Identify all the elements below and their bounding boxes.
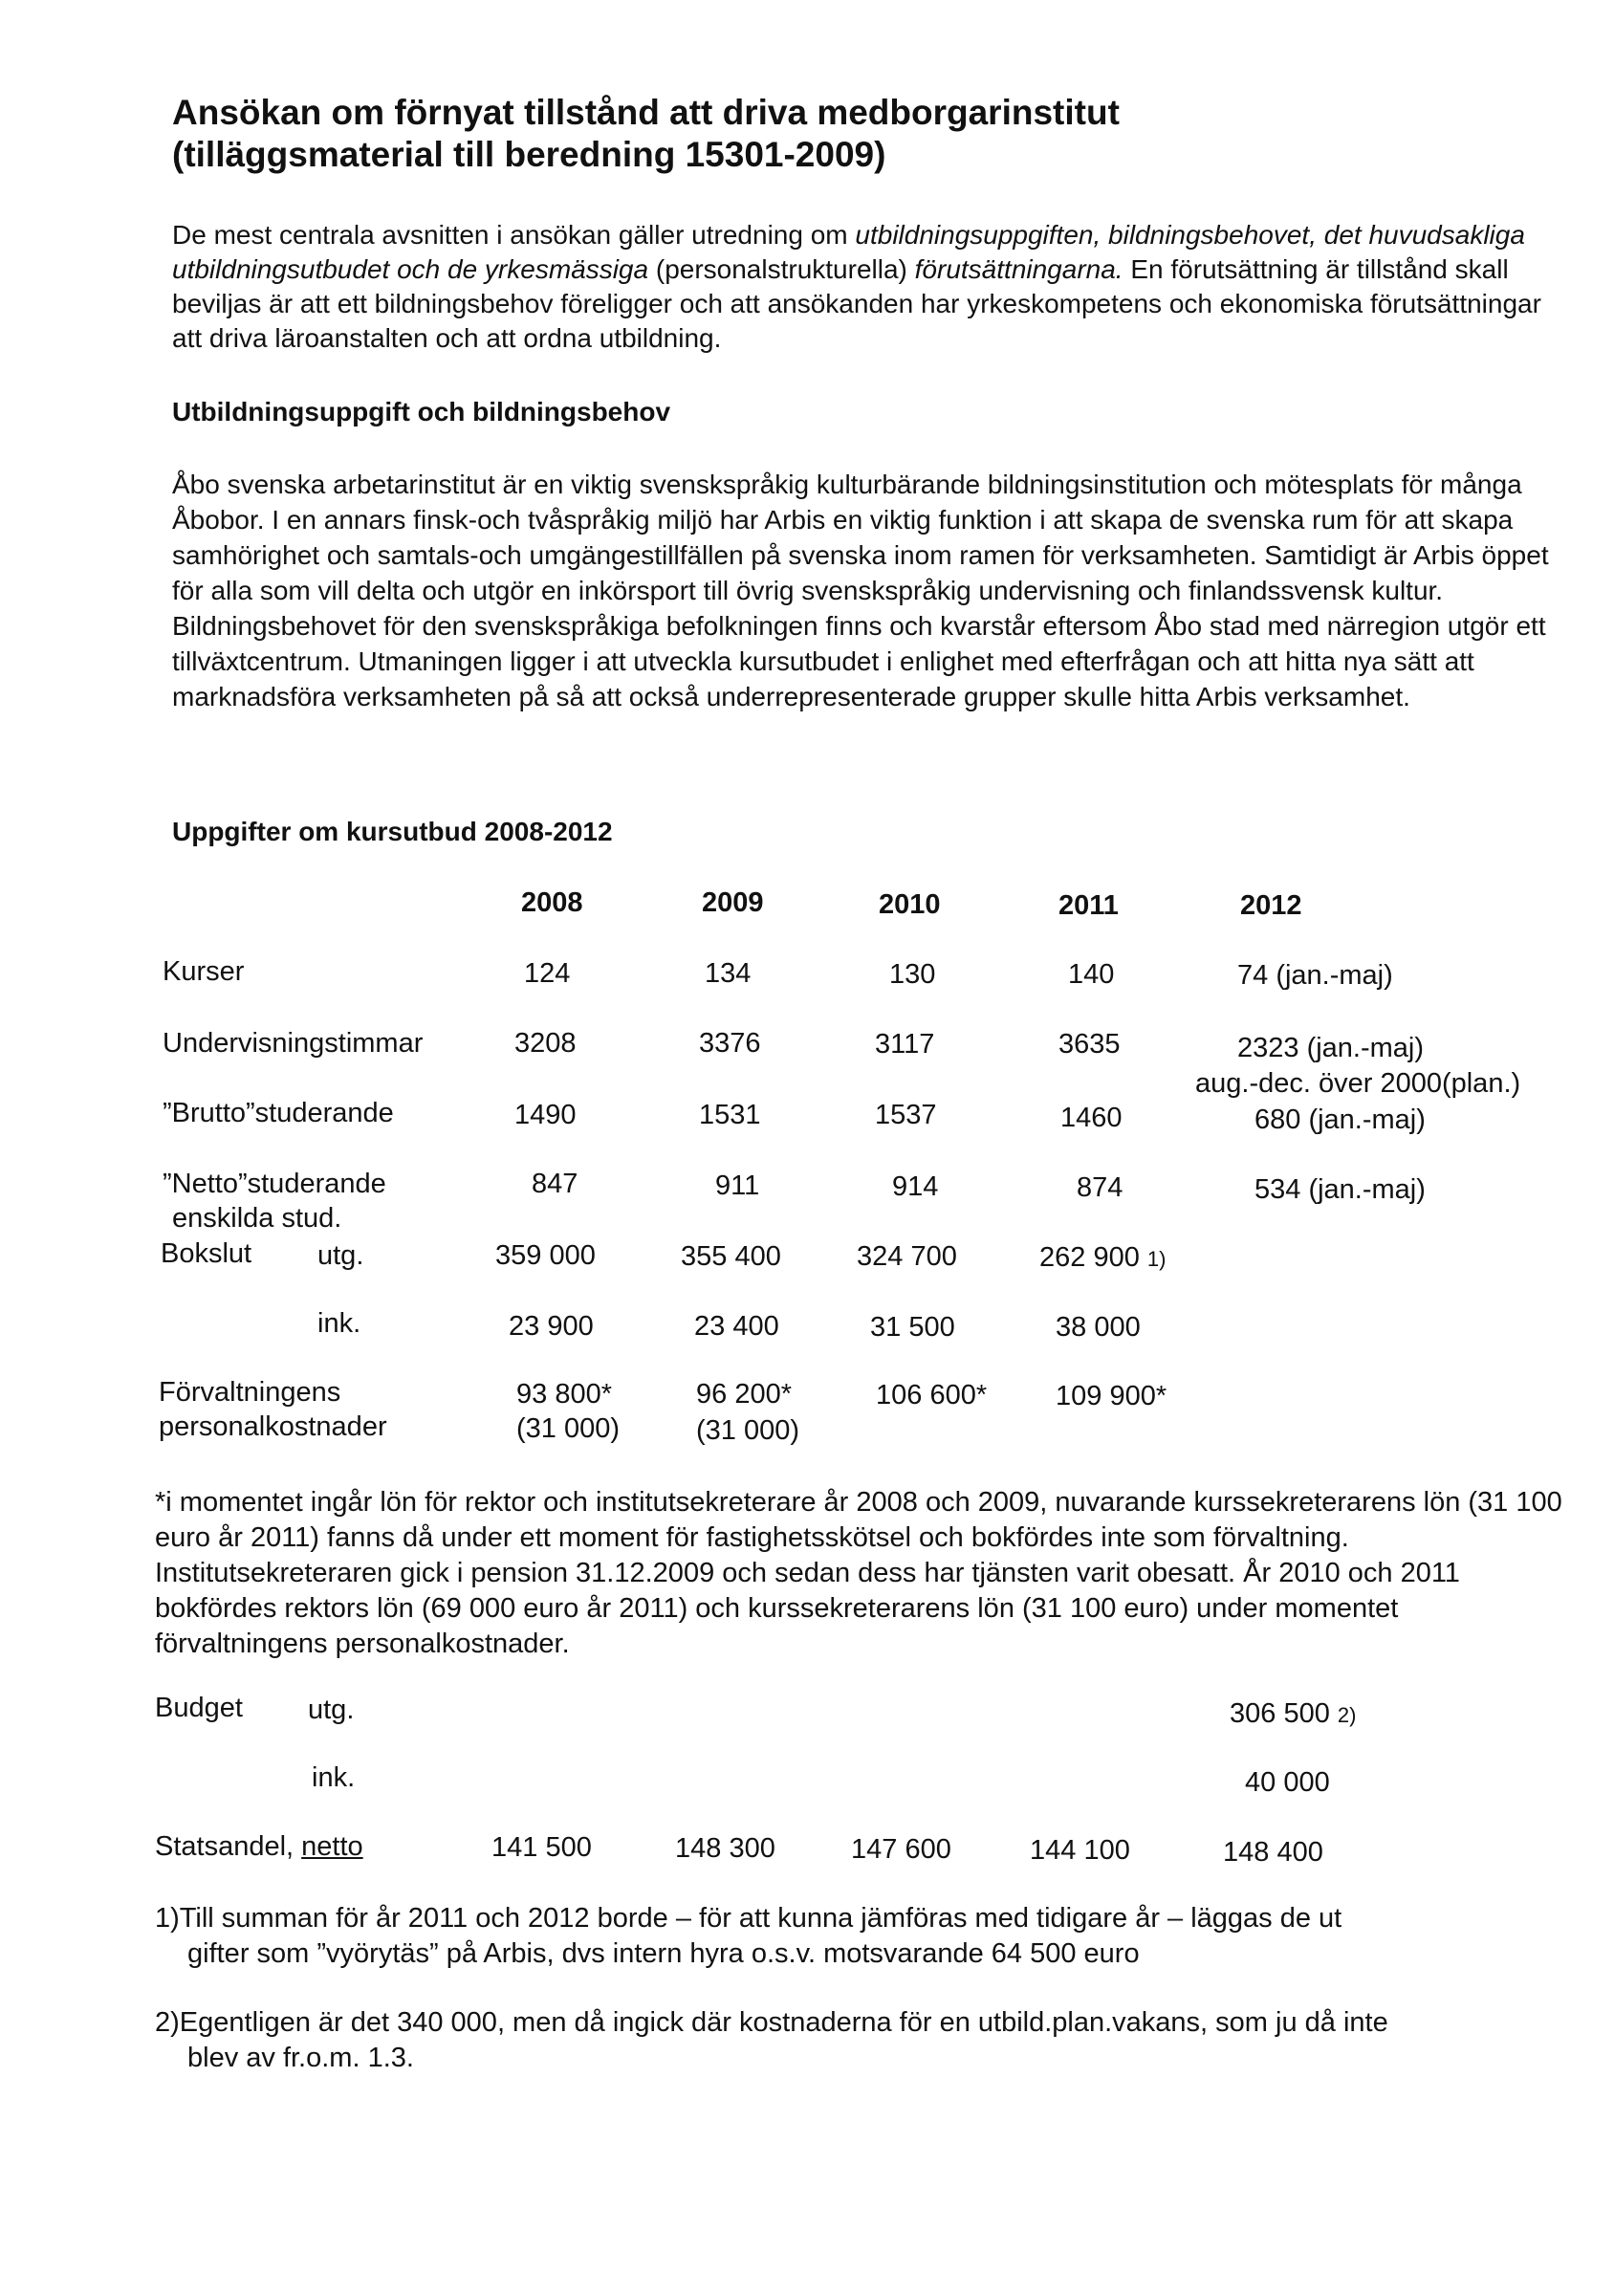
- bokslut-ink-2009: 23 400: [694, 1311, 779, 1342]
- row-label-personalkostnader: personalkostnader: [159, 1411, 387, 1442]
- statsandel-label-netto: netto: [301, 1831, 363, 1862]
- footnote-ref-2: 2): [1337, 1703, 1357, 1727]
- footnote-ref-1: 1): [1146, 1247, 1167, 1271]
- intro-italic-1: utbildningsuppgiften, bildningsbehovet, det huvudsakliga utbildningsutbudet och de yrkesmässiga: [172, 220, 1525, 284]
- forv-2009-paren: (31 000): [696, 1415, 800, 1446]
- statsandel-2012: 148 400: [1223, 1837, 1323, 1868]
- netto-2008: 847: [532, 1169, 578, 1199]
- statsandel-2009: 148 300: [675, 1833, 775, 1864]
- kurser-2008: 124: [524, 958, 571, 989]
- title-line-2: (tilläggsmaterial till beredning 15301-2009): [172, 135, 886, 174]
- brutto-2012: 680 (jan.-maj): [1254, 1104, 1426, 1135]
- statsandel-2008: 141 500: [491, 1832, 592, 1863]
- row-label-brutto: ”Brutto”studerande: [163, 1098, 394, 1128]
- bokslut-utg-2011: [1039, 1242, 1166, 1274]
- year-header-2009: 2009: [702, 887, 764, 918]
- year-header-2010: 2010: [879, 889, 941, 920]
- footnote-2-line-2: blev av fr.o.m. 1.3.: [187, 2043, 414, 2073]
- kurser-2009: 134: [705, 958, 752, 989]
- netto-2011: 874: [1077, 1172, 1123, 1203]
- asterisk-note: *i momentet ingår lön för rektor och institutsekreterare år 2008 och 2009, nuvarande kurssekreterarens lön (31 100 euro år 2011) fanns då under ett moment för fastighetsskötsel och bokfördes inte som förvaltning. Institutsekreteraren gick i pension 31.12.2009 och sedan dess har tjänsten varit obesatt. År 2010 och 2011 bokfördes rektors lön (69 000 euro år 2011) och kurssekreterarens lön (31 100 euro) under momentet förvaltningens personalkostnader.: [155, 1487, 1562, 1659]
- intro-paragraph: [172, 218, 1568, 356]
- section-heading-kursutbud: Uppgifter om kursutbud 2008-2012: [172, 817, 613, 846]
- forv-2009: 96 200*: [696, 1379, 792, 1410]
- footnote-1-line-2: gifter som ”vyörytäs” på Arbis, dvs intern hyra o.s.v. motsvarande 64 500 euro: [187, 1938, 1140, 1969]
- bokslut-utg-2010: 324 700: [857, 1241, 957, 1272]
- statsandel-2010: 147 600: [851, 1834, 951, 1865]
- row-label-statsandel: [155, 1831, 363, 1863]
- brutto-2010: 1537: [875, 1100, 937, 1130]
- statsandel-label-text: Statsandel,: [155, 1831, 302, 1862]
- section1-paragraph: Åbo svenska arbetarinstitut är en viktig svenskspråkig kulturbärande bildningsinstitution och mötesplats för många Åbobor. I en annars finsk-och tvåspråkig miljö har Arbis en viktig funktion i att skapa de svenska rum för att skapa samhörighet och samtals-och umgängestillfällen på svenska inom ramen för verksamheten. Samtidigt är Arbis öppet för alla som vill delta och utgör en inkörsport till övrig svenskspråkig undervisning och finlandssvensk kultur. Bildningsbehovet för den svenskspråkiga befolkningen finns och kvarstår eftersom Åbo stad med närregion utgör ett tillväxtcentrum. Utmaningen ligger i att utveckla kursutbudet i enlighet med efterfrågan och att hitta nya sätt att marknadsföra verksamheten på så att också underrepresenterade grupper skulle hitta Arbis verksamhet.: [172, 470, 1549, 711]
- document-title: [172, 92, 1511, 176]
- forv-2008-paren: (31 000): [516, 1413, 621, 1444]
- undervisning-2012: 2323 (jan.-maj): [1237, 1033, 1425, 1063]
- undervisning-2010: 3117: [875, 1029, 935, 1060]
- statsandel-2011: 144 100: [1030, 1835, 1130, 1866]
- kurser-2011: 140: [1068, 959, 1115, 990]
- year-header-2011: 2011: [1058, 890, 1119, 921]
- kurser-2010: 130: [889, 959, 936, 990]
- bokslut-utg-label: utg.: [317, 1240, 364, 1271]
- brutto-2011: 1460: [1060, 1103, 1123, 1133]
- row-label-budget: Budget: [155, 1693, 243, 1723]
- year-header-2012: 2012: [1240, 890, 1302, 921]
- netto-2009: 911: [715, 1170, 760, 1201]
- intro-text-2: (personalstrukturella): [648, 254, 915, 284]
- netto-2012: 534 (jan.-maj): [1254, 1174, 1426, 1205]
- footnote-2: [155, 2005, 1551, 2076]
- bokslut-ink-label: ink.: [317, 1308, 361, 1339]
- netto-2010: 914: [892, 1171, 939, 1202]
- undervisning-2008: 3208: [514, 1028, 577, 1059]
- intro-text-3: En förutsättning är tillstånd skall beviljas är att ett bildningsbehov föreligger och att ansökanden har yrkeskompetens och ekonomiska förutsättningar att driva läroanstalten och att ordna utbildning.: [172, 254, 1541, 353]
- bokslut-utg-2011-value: 262 900: [1039, 1242, 1140, 1273]
- intro-text-1: De mest centrala avsnitten i ansökan gäller utredning om: [172, 220, 856, 250]
- bokslut-utg-2008: 359 000: [495, 1240, 596, 1271]
- forv-2008: 93 800*: [516, 1379, 612, 1410]
- undervisning-2011: 3635: [1058, 1029, 1121, 1060]
- bokslut-utg-2009: 355 400: [681, 1241, 781, 1272]
- undervisning-2009: 3376: [699, 1028, 761, 1059]
- budget-ink-2012: 40 000: [1245, 1767, 1330, 1798]
- row-label-forvaltningens: Förvaltningens: [159, 1377, 341, 1408]
- footnote-2-line-1: 2)Egentligen är det 340 000, men då ingick där kostnaderna för en utbild.plan.vakans, som ju då inte: [155, 2007, 1388, 2038]
- footnote-1-line-1: 1)Till summan för år 2011 och 2012 borde – för att kunna jämföras med tidigare år – läggas de ut: [155, 1903, 1342, 1934]
- brutto-2009: 1531: [699, 1100, 761, 1130]
- year-header-2008: 2008: [521, 887, 583, 918]
- intro-italic-2: förutsättningarna.: [914, 254, 1123, 284]
- title-line-1: Ansökan om förnyat tillstånd att driva medborgarinstitut: [172, 93, 1120, 132]
- budget-ink-label: ink.: [312, 1762, 356, 1793]
- budget-utg-2012: [1230, 1698, 1356, 1730]
- bokslut-ink-2011: 38 000: [1056, 1312, 1141, 1343]
- undervisning-2012-extra: aug.-dec. över 2000(plan.): [1195, 1068, 1521, 1099]
- forv-2011: 109 900*: [1056, 1381, 1167, 1411]
- row-label-netto-enskilda: enskilda stud.: [172, 1203, 342, 1234]
- footnote-1: [155, 1901, 1551, 1972]
- section-heading-utbildningsuppgift: Utbildningsuppgift och bildningsbehov: [172, 397, 671, 426]
- row-label-bokslut: Bokslut: [161, 1238, 252, 1269]
- budget-utg-label: utg.: [308, 1695, 355, 1725]
- brutto-2008: 1490: [514, 1100, 577, 1130]
- bokslut-ink-2008: 23 900: [509, 1311, 594, 1342]
- forv-2010: 106 600*: [876, 1380, 988, 1410]
- bokslut-ink-2010: 31 500: [870, 1312, 955, 1343]
- kurser-2012: 74 (jan.-maj): [1237, 960, 1393, 991]
- row-label-kurser: Kurser: [163, 956, 245, 987]
- budget-utg-value: 306 500: [1230, 1698, 1330, 1729]
- row-label-undervisningstimmar: Undervisningstimmar: [163, 1028, 424, 1059]
- row-label-netto: ”Netto”studerande: [163, 1169, 386, 1199]
